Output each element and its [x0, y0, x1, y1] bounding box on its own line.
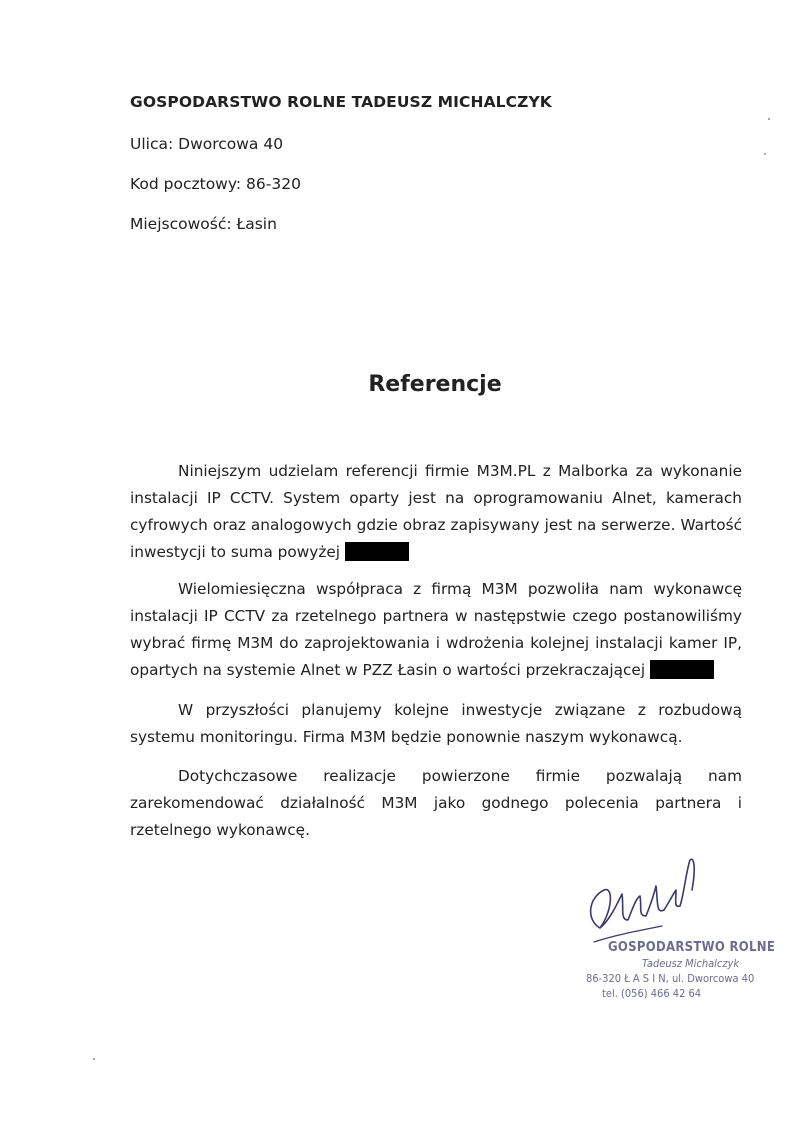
paragraph-3-text: W przyszłości planujemy kolejne inwestycje związane z rozbudową systemu monitoringu. Firma M3M będzie ponownie naszym wykonawcą.: [130, 701, 742, 746]
stamp-line-1: GOSPODARSTWO ROLNE: [608, 940, 776, 955]
redacted-amount-1: [345, 542, 409, 561]
scan-speck: [93, 1058, 95, 1060]
paragraph-1-text: Niniejszym udzielam referencji firmie M3M.PL z Malborka za wykonanie instalacji IP CCTV. System oparty jest na oprogramowaniu Alnet, kamerach cyfrowych oraz analogowych gdzie obraz zapisywany jest na serwerze. Wartość inwestycji to suma powyżej: [130, 462, 742, 561]
document-title: Referencje: [368, 372, 502, 397]
paragraph-2: [130, 576, 742, 684]
scan-speck: [764, 153, 766, 155]
company-stamp: [572, 850, 792, 1010]
company-name: GOSPODARSTWO ROLNE TADEUSZ MICHALCZYK: [130, 93, 552, 111]
postal-code-line: Kod pocztowy: 86-320: [130, 175, 301, 193]
paragraph-3: [130, 697, 742, 751]
paragraph-4: [130, 763, 742, 844]
paragraph-2-text: Wielomiesięczna współpraca z firmą M3M pozwoliła nam wykonawcę instalacji IP CCTV za rzetelnego partnera w następstwie czego postanowiliśmy wybrać firmę M3M do zaprojektowania i wdrożenia kolejnej instalacji kamer IP, opartych na systemie Alnet w PZZ Łasin o wartości przekraczającej: [130, 580, 742, 679]
paragraph-4-text: Dotychczasowe realizacje powierzone firmie pozwalają nam zarekomendować działalność M3M jako godnego polecenia partnera i rzetelnego wykonawcę.: [130, 767, 742, 839]
city-line: Miejscowość: Łasin: [130, 215, 277, 233]
street-line: Ulica: Dworcowa 40: [130, 135, 284, 153]
stamp-line-2: Tadeusz Michalczyk: [642, 957, 740, 970]
scan-speck: [768, 118, 770, 120]
redacted-amount-2: [650, 660, 714, 679]
stamp-line-3: 86-320 Ł A S I N, ul. Dworcowa 40: [586, 972, 755, 985]
paragraph-1: [130, 458, 742, 566]
stamp-line-4: tel. (056) 466 42 64: [602, 987, 702, 1000]
